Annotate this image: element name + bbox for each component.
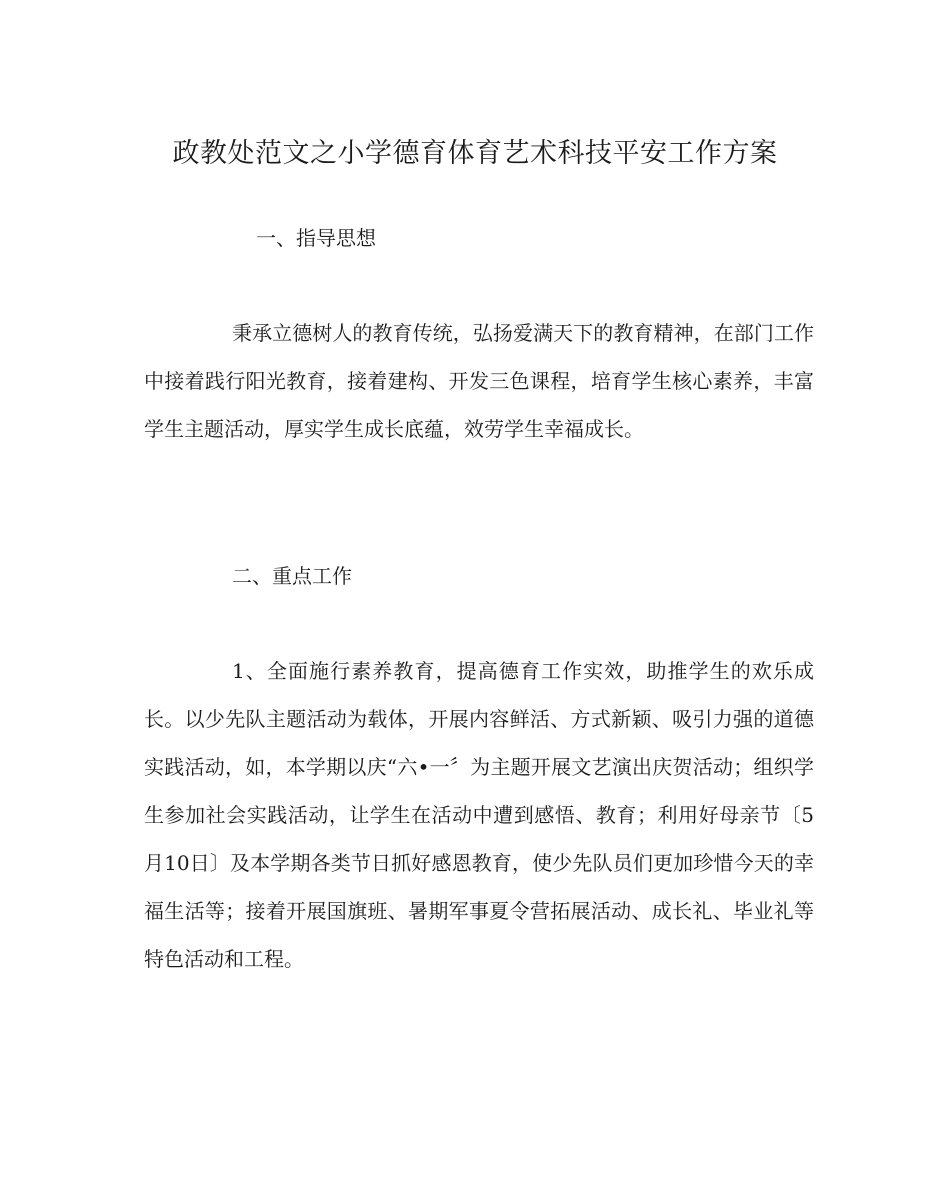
section-paragraph-guiding-ideology: 秉承立德树人的教育传统，弘扬爱满天下的教育精神，在部门工作中接着践行阳光教育，接着建构、开发三色课程，培育学生核心素养，丰富学生主题活动，厚实学生成长底蕴，效劳学生幸福成长。: [144, 321, 814, 441]
section-paragraph-key-work: 1、全面施行素养教育，提高德育工作实效，助推学生的欢乐成长。以少先队主题活动为载体，开展内容鲜活、方式新颖、吸引力强的道德实践活动，如，本学期以庆“六•一〞为主题开展文艺演出庆贺活动；组织学生参加社会实践活动，让学生在活动中遭到感悟、教育；利用好母亲节〔5月10日〕及本学期各类节日抓好感恩教育，使少先队员们更加珍惜今天的幸福生活等；接着开展国旗班、暑期军事夏令营拓展活动、成长礼、毕业礼等特色活动和工程。: [144, 659, 814, 971]
document-title: 政教处范文之小学德育体育艺术科技平安工作方案: [172, 138, 778, 169]
section-heading-guiding-ideology: 一、指导思想: [256, 226, 376, 250]
section-heading-key-work: 二、重点工作: [232, 564, 352, 588]
